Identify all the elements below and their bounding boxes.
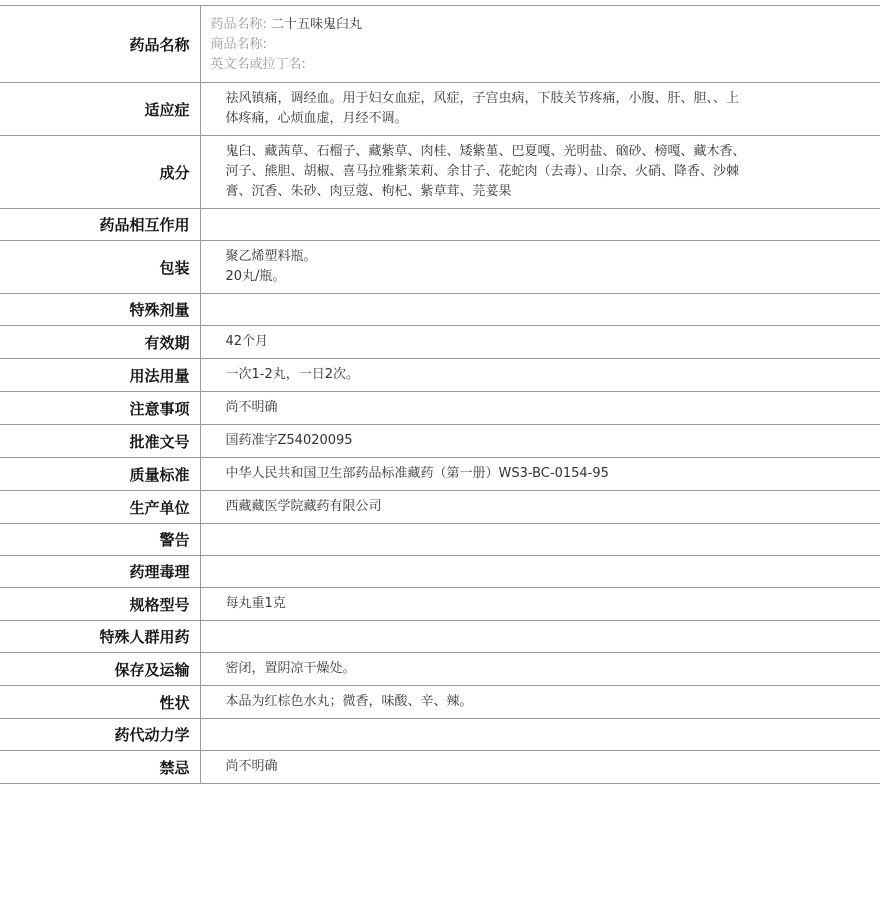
table-row	[0, 751, 880, 784]
table-row	[0, 425, 880, 458]
row-label: 用法用量	[0, 359, 200, 392]
row-value	[200, 425, 880, 458]
row-names	[0, 6, 880, 83]
row-value	[200, 751, 880, 784]
row-value	[200, 326, 880, 359]
row-label: 保存及运输	[0, 653, 200, 686]
row-value	[200, 653, 880, 686]
value-line: 42个月	[225, 334, 269, 349]
trade-name-prefix: 商品名称:	[210, 37, 267, 52]
row-label: 药品名称	[0, 6, 200, 83]
value-line: 膏、沉香、朱砂、肉豆蔻、枸杞、紫草茸、芫荽果	[225, 184, 512, 199]
row-value	[200, 491, 880, 524]
value-line: 本品为红棕色水丸；微香，味酸、辛、辣。	[225, 694, 473, 709]
table-row	[0, 136, 880, 209]
value-line: 体疼痛，心烦血虚，月经不调。	[225, 111, 408, 126]
value-line: 河子、熊胆、胡椒、喜马拉雅紫茉莉、余甘子、花蛇肉（去毒）、山奈、火硝、降香、沙棘	[225, 164, 740, 179]
row-label: 适应症	[0, 83, 200, 136]
row-label: 特殊剂量	[0, 294, 200, 326]
row-label: 批准文号	[0, 425, 200, 458]
row-value	[200, 458, 880, 491]
value-line: 鬼臼、藏茜草、石榴子、藏紫草、肉桂、矮紫堇、巴夏嘎、光明盐、硇砂、榜嘎、藏木香、	[225, 144, 746, 159]
row-label: 特殊人群用药	[0, 621, 200, 653]
value-line: 国药准字Z54020095	[225, 433, 353, 448]
row-label: 药理毒理	[0, 556, 200, 588]
row-label: 药代动力学	[0, 719, 200, 751]
row-label: 药品相互作用	[0, 209, 200, 241]
table-row	[0, 359, 880, 392]
table-row	[0, 621, 880, 653]
table-row	[0, 524, 880, 556]
row-value	[200, 294, 880, 326]
value-line: 祛风镇痛，调经血。用于妇女血症，风症，子宫虫病，下肢关节疼痛，小腹、肝、胆、、上	[225, 91, 740, 106]
names-value	[200, 6, 880, 83]
table-row	[0, 83, 880, 136]
row-value	[200, 686, 880, 719]
row-value	[200, 136, 880, 209]
table-row	[0, 392, 880, 425]
row-label: 注意事项	[0, 392, 200, 425]
table-row	[0, 326, 880, 359]
row-label: 性状	[0, 686, 200, 719]
table-row	[0, 588, 880, 621]
drug-info-table	[0, 5, 880, 784]
table-row	[0, 209, 880, 241]
row-value	[200, 83, 880, 136]
row-label: 警告	[0, 524, 200, 556]
table-row	[0, 556, 880, 588]
row-value	[200, 241, 880, 294]
value-line: 尚不明确	[225, 759, 278, 774]
generic-name-prefix: 药品名称:	[210, 17, 267, 32]
value-line: 每丸重1克	[225, 596, 286, 611]
row-label: 有效期	[0, 326, 200, 359]
row-label: 生产单位	[0, 491, 200, 524]
row-value	[200, 209, 880, 241]
english-name-prefix: 英文名或拉丁名:	[210, 57, 306, 72]
row-label: 成分	[0, 136, 200, 209]
row-label: 质量标准	[0, 458, 200, 491]
row-label: 禁忌	[0, 751, 200, 784]
table-row	[0, 491, 880, 524]
row-label: 包装	[0, 241, 200, 294]
value-line: 一次1-2丸，一日2次。	[225, 367, 360, 382]
row-value	[200, 621, 880, 653]
value-line: 聚乙烯塑料瓶。	[225, 249, 317, 264]
table-row	[0, 653, 880, 686]
row-value	[200, 719, 880, 751]
row-label: 规格型号	[0, 588, 200, 621]
value-line: 密闭，置阴凉干燥处。	[225, 661, 356, 676]
row-value	[200, 556, 880, 588]
table-row	[0, 294, 880, 326]
row-value	[200, 359, 880, 392]
table-row	[0, 686, 880, 719]
value-line: 尚不明确	[225, 400, 278, 415]
row-value	[200, 588, 880, 621]
row-value	[200, 524, 880, 556]
generic-name-value: 二十五味鬼臼丸	[271, 17, 363, 32]
value-line: 20丸/瓶。	[225, 269, 286, 284]
table-row	[0, 241, 880, 294]
row-value	[200, 392, 880, 425]
value-line: 西藏藏医学院藏药有限公司	[225, 499, 382, 514]
table-row	[0, 719, 880, 751]
value-line: 中华人民共和国卫生部药品标准藏药（第一册）WS3-BC-0154-95	[225, 466, 609, 481]
table-row	[0, 458, 880, 491]
